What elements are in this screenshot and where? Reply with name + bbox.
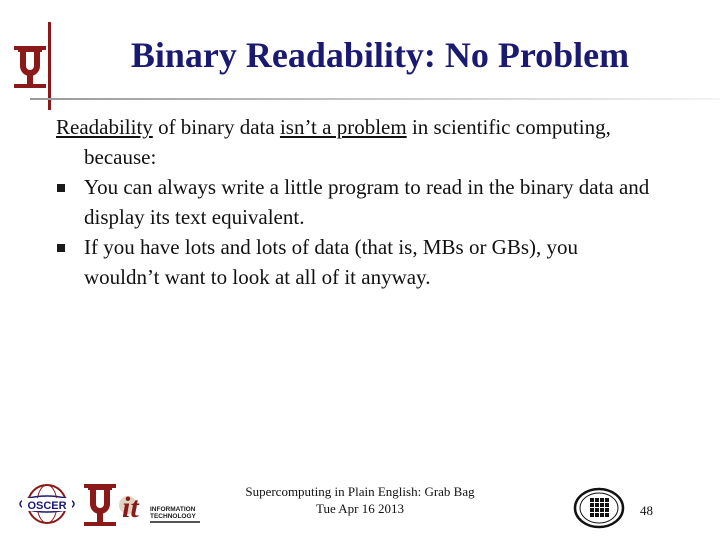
bullet-text: You can always write a little program to read in the binary data and display its text equivalent. <box>84 175 650 229</box>
intro-text-1: of binary data <box>152 115 280 139</box>
title-vertical-rule <box>48 22 51 110</box>
title-horizontal-rule <box>30 98 720 100</box>
slide-title: Binary Readability: No Problem <box>130 35 630 75</box>
svg-text:it: it <box>122 491 139 524</box>
seal-logo <box>573 487 625 529</box>
intro-paragraph <box>56 112 656 172</box>
intro-not-a-problem: isn’t a problem <box>279 115 407 139</box>
svg-text:TECHNOLOGY: TECHNOLOGY <box>150 513 196 520</box>
bullet-text: If you have lots and lots of data (that is, MBs or GBs), you wouldn’t want to look at all of it anyway. <box>84 235 579 289</box>
svg-text:OSCER: OSCER <box>27 500 67 512</box>
bullet-item <box>56 172 656 232</box>
it-logo <box>118 485 204 527</box>
intro-readability: Readability <box>56 115 153 139</box>
footer-course-title: Supercomputing in Plain English: Grab Bag <box>245 484 475 499</box>
bullet-item <box>56 232 656 292</box>
footer-caption <box>220 483 500 517</box>
square-bullet-icon <box>57 244 65 252</box>
square-bullet-icon <box>57 184 65 192</box>
slide-body <box>56 112 656 292</box>
intro-text-2: in scientific computing, because: <box>84 115 611 169</box>
svg-text:INFORMATION: INFORMATION <box>150 506 196 513</box>
footer-date: Tue Apr 16 2013 <box>315 501 404 516</box>
ou-logo-footer <box>82 482 118 528</box>
page-number: 48 <box>640 503 653 518</box>
ou-logo <box>12 44 48 90</box>
oscer-logo <box>16 482 78 526</box>
bullet-list <box>56 172 656 292</box>
